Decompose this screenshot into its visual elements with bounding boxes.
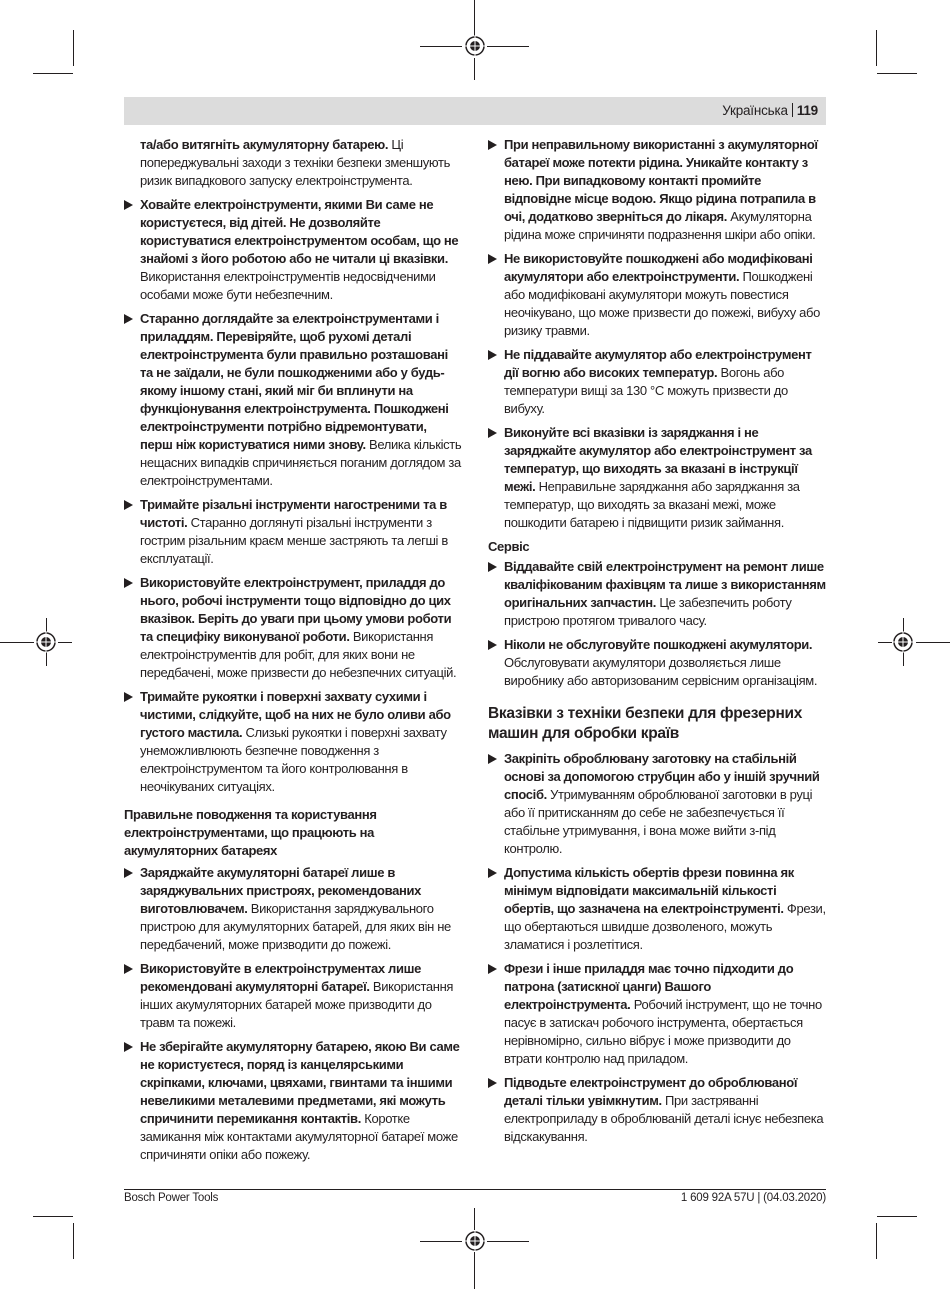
- item-text: Обслуговувати акумулятори дозволяється лише виробнику або авторизованим сервісним організаціям.: [504, 655, 818, 688]
- item-bold-text: Не використовуйте пошкоджені або модифіковані акумулятори або електроінструменти.: [504, 251, 813, 284]
- list-item: [488, 558, 826, 630]
- crop-mark: [73, 1223, 74, 1259]
- crop-mark: [474, 1208, 475, 1230]
- crop-mark: [33, 1216, 73, 1217]
- list-item: [488, 250, 826, 340]
- bullet-triangle-icon: [124, 500, 133, 510]
- item-text: Утримуванням оброблюваної заготовки в руці або її притисканням до себе не забезпечується її стабільне утримування, і вона може вийти з-під контролю.: [504, 787, 813, 856]
- item-text: Вогонь або температури вищі за 130 °C можуть призвести до вибуху.: [504, 365, 788, 416]
- left-column: [124, 136, 462, 1170]
- crop-mark: [877, 73, 917, 74]
- item-text: Використання електроінструментів для робіт, для яких вони не передбачені, може призвести до небезпечних ситуацій.: [140, 629, 457, 680]
- footer-doc-id: 1 609 92A 57U | (04.03.2020): [680, 1192, 826, 1204]
- item-bold-text: Не зберігайте акумуляторну батарею, якою Ви саме не користуєтеся, поряд із канцелярськими скріпками, ключами, цвяхами, гвинтами та іншими невеликими металевими предметами, які можуть спричинити перемикання контактів.: [140, 1039, 460, 1126]
- item-text: Ці попереджувальні заходи з техніки безпеки зменшують ризик випадкового запуску електроінструмента.: [140, 137, 451, 188]
- crop-mark: [58, 642, 72, 643]
- item-text: Пошкоджені або модифіковані акумулятори можуть повестися неочікувано, що може призвести до пожежі, вибуху або ризику травми.: [504, 269, 821, 338]
- crop-mark: [420, 46, 462, 47]
- item-text: Використання електроінструментів недосвідченими особами може бути небезпечним.: [140, 269, 436, 302]
- item-bold-text: Підводьте електроінструмент до оброблюваної деталі тільки увімкнутим.: [504, 1075, 798, 1108]
- bullet-triangle-icon: [124, 578, 133, 588]
- item-bold-text: та/або витягніть акумуляторну батарею.: [140, 137, 389, 152]
- item-bold-text: Фрези і інше приладдя має точно підходити до патрона (затискної цанги) Вашого електроінструмента.: [504, 961, 794, 1012]
- list-item: [124, 196, 462, 304]
- list-item: [488, 960, 826, 1068]
- crop-mark: [474, 1252, 475, 1289]
- item-text: Старанно доглянуті різальні інструменти з гострим різальним краєм менше застряють та легші в експлуатації.: [140, 515, 448, 566]
- item-text: Акумуляторна рідина може спричиняти подразнення шкіри або опіки.: [504, 209, 816, 242]
- bullet-triangle-icon: [124, 314, 133, 324]
- bullet-triangle-icon: [488, 428, 497, 438]
- item-text: При застряванні електроприладу в оброблюваній деталі існує небезпека відскакування.: [504, 1093, 824, 1144]
- bullet-triangle-icon: [488, 640, 497, 650]
- router-safety-list: [488, 750, 826, 1146]
- crop-mark: [876, 1223, 877, 1259]
- subheading: Правильне поводження та користування електроінструментами, що працюють на акумуляторних батареях: [124, 807, 377, 858]
- item-text: Велика кількість нещасних випадків спричиняється поганим доглядом за електроінструментами.: [140, 437, 462, 488]
- bullet-triangle-icon: [488, 964, 497, 974]
- bullet-triangle-icon: [488, 254, 497, 264]
- item-bold-text: Віддавайте свій електроінструмент на ремонт лише кваліфікованим фахівцям та лише з використанням оригінальних запчастин.: [504, 559, 826, 610]
- header-language: Українська: [722, 103, 788, 118]
- item-text: Це забезпечить роботу пристрою протягом тривалого часу.: [504, 595, 792, 628]
- item-bold-text: Використовуйте в електроінструментах лише рекомендовані акумуляторні батареї.: [140, 961, 421, 994]
- crop-mark: [46, 652, 47, 666]
- item-text: Використання заряджувального пристрою для акумуляторних батарей, для яких він не передбачений, може призводити до пожежі.: [140, 901, 451, 952]
- item-text: Слизькі рукоятки і поверхні захвату унеможливлюють безпечне поводження з електроінструментом та його контролювання в неочікуваних ситуаціях.: [140, 725, 447, 794]
- registration-mark-icon: [464, 1230, 486, 1252]
- item-bold-text: Старанно доглядайте за електроінструментами і приладдям. Перевіряйте, щоб рухомі деталі електроінструмента були правильно розташовані та не заїдали, не були пошкодженими або у будь-якому іншому стані, який міг би вплинути на функціонування електроінструмента. Пошкоджені електроінструменти потрібно відремонтувати, перш ніж користуватися ними знову.: [140, 311, 449, 452]
- crop-mark: [33, 73, 73, 74]
- list-item: [124, 310, 462, 490]
- safety-list: [124, 196, 462, 796]
- registration-mark-icon: [35, 631, 57, 653]
- header-text: [722, 102, 818, 120]
- crop-mark: [73, 30, 74, 66]
- crop-mark: [876, 30, 877, 66]
- crop-mark: [474, 0, 475, 36]
- item-bold-text: Тримайте рукоятки і поверхні захвату сухими і чистими, слідкуйте, щоб на них не було оливи або густого мастила.: [140, 689, 451, 740]
- item-bold-text: Тримайте різальні інструменти нагостреними та в чистоті.: [140, 497, 447, 530]
- bullet-triangle-icon: [488, 1078, 497, 1088]
- item-text: Фрези, що обертаються швидше дозволеного, можуть зламатися і розлетітися.: [504, 901, 826, 952]
- bullet-triangle-icon: [124, 868, 133, 878]
- item-text: Неправильне заряджання або заряджання за температур, що виходять за вказані межі, може пошкодити батарею і підвищити ризик займання.: [504, 479, 800, 530]
- item-bold-text: Використовуйте електроінструмент, приладдя до нього, робочі інструменти тощо відповідно до цих вказівок. Беріть до уваги при цьому умови роботи та специфіку виконуваної роботи.: [140, 575, 452, 644]
- bullet-triangle-icon: [488, 562, 497, 572]
- crop-mark: [903, 618, 904, 632]
- crop-mark: [474, 58, 475, 80]
- bullet-triangle-icon: [124, 692, 133, 702]
- page-number: 119: [796, 103, 818, 118]
- footer-brand: Bosch Power Tools: [124, 1192, 219, 1204]
- bullet-triangle-icon: [488, 868, 497, 878]
- bullet-triangle-icon: [124, 1042, 133, 1052]
- list-item: [124, 496, 462, 568]
- footer-rule: [124, 1189, 826, 1190]
- bullet-triangle-icon: [488, 754, 497, 764]
- crop-mark: [487, 1241, 529, 1242]
- item-bold-text: Допустима кількість обертів фрези повинна як мінімум відповідати максимальній кількості обертів, що зазначена на електроінструменті.: [504, 865, 794, 916]
- list-item: [488, 136, 826, 244]
- list-item: [124, 688, 462, 796]
- crop-mark: [877, 1216, 917, 1217]
- list-item: [124, 960, 462, 1032]
- item-bold-text: Ніколи не обслуговуйте пошкоджені акумулятори.: [504, 637, 813, 652]
- list-item: [124, 1038, 462, 1164]
- bullet-triangle-icon: [124, 964, 133, 974]
- list-item: [488, 346, 826, 418]
- right-column: [488, 136, 826, 1152]
- bullet-triangle-icon: [488, 350, 497, 360]
- service-list: [488, 558, 826, 690]
- list-item: [488, 750, 826, 858]
- registration-mark-icon: [892, 631, 914, 653]
- item-text: Використання інших акумуляторних батарей може призводити до травм та пожежі.: [140, 979, 454, 1030]
- list-item: [488, 1074, 826, 1146]
- crop-mark: [46, 618, 47, 632]
- battery-safety-list: [124, 864, 462, 1164]
- bullet-triangle-icon: [124, 200, 133, 210]
- header-separator: [792, 103, 793, 117]
- item-bold-text: Ховайте електроінструменти, якими Ви саме не користуєтеся, від дітей. Не дозволяйте користуватися електроінструментом особам, що не знайомі з його роботою або не читали ці вказівки.: [140, 197, 459, 266]
- crop-mark: [916, 642, 950, 643]
- page-header: [124, 97, 826, 125]
- crop-mark: [487, 46, 529, 47]
- battery-safety-list-continued: [488, 136, 826, 532]
- service-heading: Сервіс: [488, 539, 530, 554]
- item-bold-text: Заряджайте акумуляторні батареї лише в заряджувальних пристроях, рекомендованих виготовлювачем.: [140, 865, 421, 916]
- item-text: Коротке замикання між контактами акумуляторної батареї може спричиняти опіки або пожежу.: [140, 1111, 458, 1162]
- list-item: [488, 636, 826, 690]
- list-item: [124, 864, 462, 954]
- item-bold-text: Виконуйте всі вказівки із заряджання і не заряджайте акумулятор або електроінструмент за температур, що виходять за вказані в інструкції межі.: [504, 425, 812, 494]
- registration-mark-icon: [464, 35, 486, 57]
- item-text: Робочий інструмент, що не точно пасує в затискач робочого інструмента, обертається нерівномірно, сильно вібрує і може призводити до втрати контролю над приладом.: [504, 997, 822, 1066]
- continued-item: [124, 136, 462, 190]
- list-item: [488, 424, 826, 532]
- item-bold-text: Не піддавайте акумулятор або електроінструмент дії вогню або високих температур.: [504, 347, 812, 380]
- crop-mark: [0, 642, 34, 643]
- crop-mark: [420, 1241, 462, 1242]
- section-heading: Вказівки з техніки безпеки для фрезерних машин для обробки країв: [488, 705, 803, 742]
- crop-mark: [878, 642, 892, 643]
- item-bold-text: При неправильному використанні з акумуляторної батареї може потекти рідина. Уникайте контакту з нею. При випадковому контакті промийте відповідне місце водою. Якщо рідина потрапила в очі, додатково зверніться до лікаря.: [504, 137, 818, 224]
- bullet-triangle-icon: [488, 140, 497, 150]
- crop-mark: [903, 652, 904, 666]
- item-bold-text: Закріпіть оброблювану заготовку на стабільній основі за допомогою струбцин або у іншій зручний спосіб.: [504, 751, 820, 802]
- list-item: [488, 864, 826, 954]
- list-item: [124, 574, 462, 682]
